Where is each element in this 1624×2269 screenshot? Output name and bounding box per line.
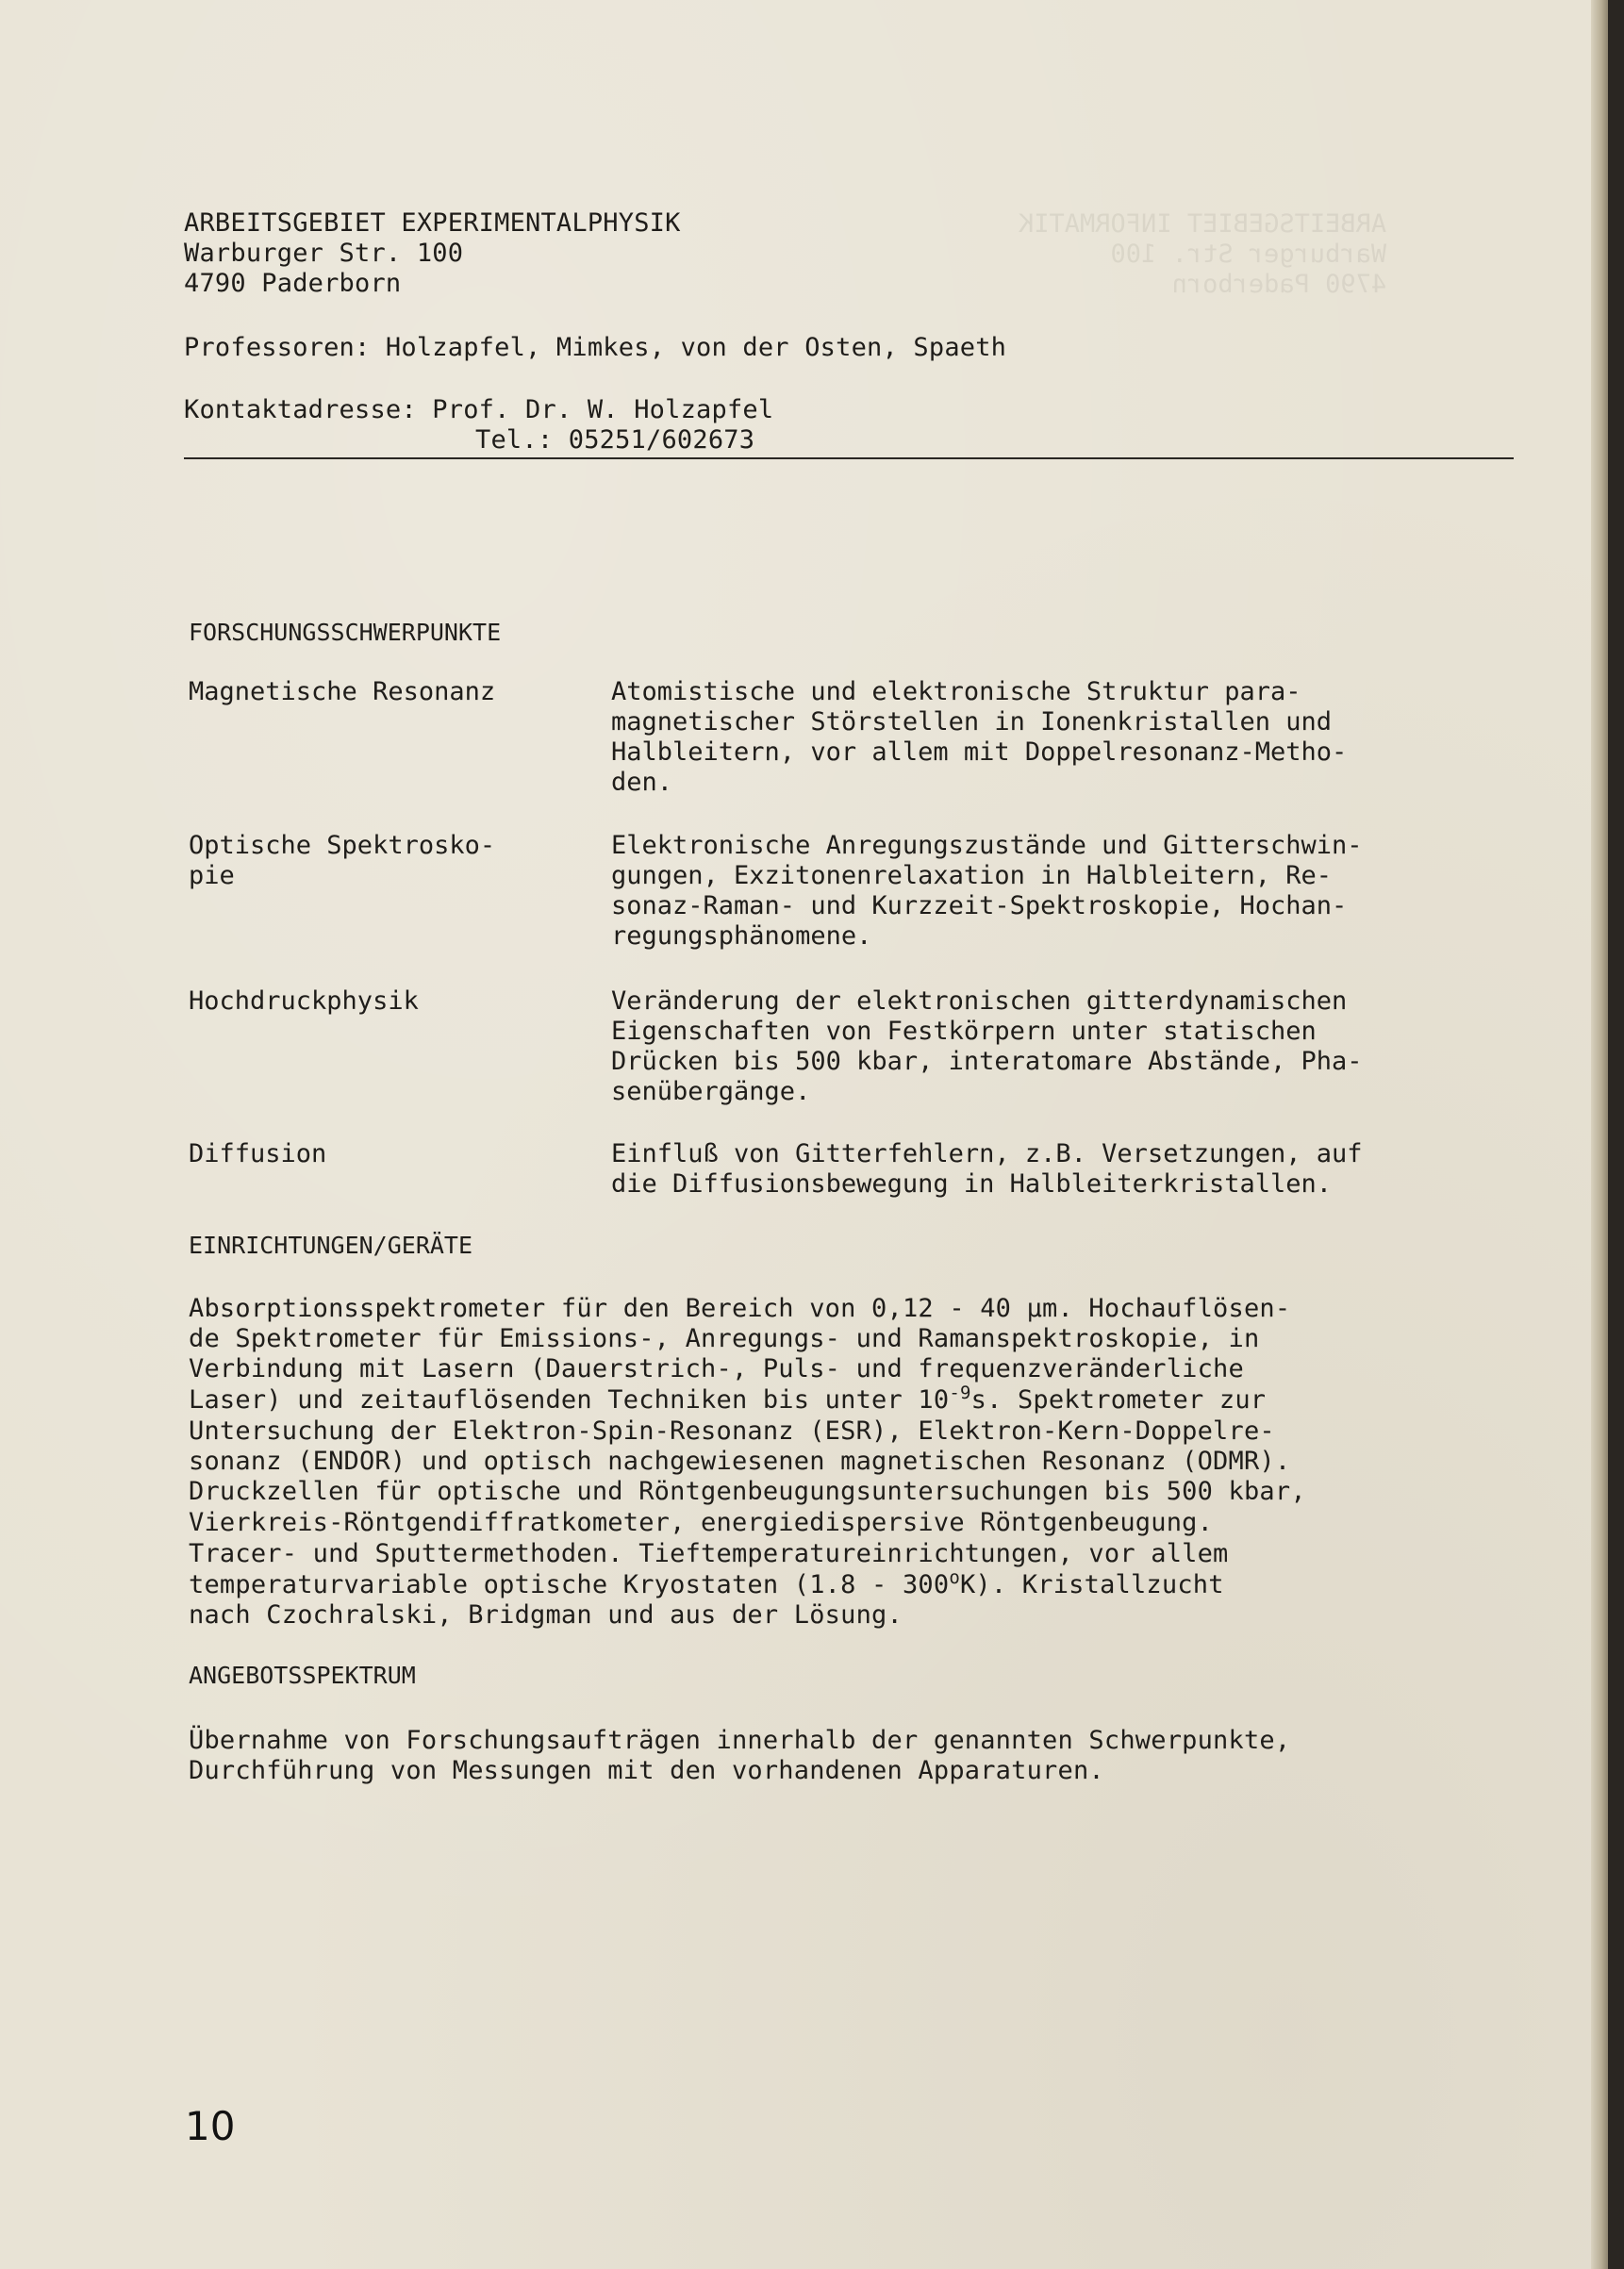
equipment-line-text: Laser) und zeitauflösenden Techniken bis unter 10 [189, 1385, 950, 1415]
equipment-line-text: s. Spektrometer zur [970, 1385, 1267, 1415]
equipment-line-text: temperaturvariable optische Kryostaten (1.8 - 300 [189, 1570, 950, 1599]
research-item-body: Elektronische Anregungszustände und Gitterschwin- gungen, Exzitonenrelaxation in Halbleitern, Re- sonaz-Raman- und Kurzzeit-Spektroskopie, Hochan- regungsphänomene. [611, 831, 1363, 951]
professors-line: Professoren: Holzapfel, Mimkes, von der Osten, Spaeth [184, 333, 1007, 362]
page-spine-edge [1591, 0, 1608, 2269]
equipment-line: nach Czochralski, Bridgman und aus der Lösung. [189, 1600, 903, 1630]
equipment-line: Untersuchung der Elektron-Spin-Resonanz (ESR), Elektron-Kern-Doppelre- [189, 1416, 1275, 1446]
bleed-through-text: ARBEITSGEBIET INFORMATIK Warburger Str. 100 4790 Paderborn [1019, 209, 1387, 299]
research-item-title: Hochdruckphysik [189, 986, 419, 1016]
equipment-line [189, 1385, 1266, 1416]
equipment-line: Verbindung mit Lasern (Dauerstrich-, Puls- und frequenzveränderliche [189, 1354, 1244, 1383]
equipment-line: Absorptionsspektrometer für den Bereich von 0,12 - 40 µm. Hochauflösen- [189, 1294, 1291, 1323]
research-item-title: Optische Spektrosko- pie [189, 831, 496, 890]
offer-heading: ANGEBOTSSPEKTRUM [189, 1662, 416, 1689]
contact-address: Kontaktadresse: Prof. Dr. W. Holzapfel [184, 395, 774, 424]
research-item-title: Magnetische Resonanz [189, 677, 496, 706]
offer-body: Übernahme von Forschungsaufträgen innerhalb der genannten Schwerpunkte, Durchführung von Messungen mit den vorhandenen Apparaturen. [189, 1726, 1291, 1785]
research-item-body: Einfluß von Gitterfehlern, z.B. Versetzungen, auf die Diffusionsbewegung in Halbleiterkristallen. [611, 1139, 1363, 1199]
exponent: -9 [949, 1383, 971, 1403]
degree-superscript: o [949, 1567, 960, 1588]
research-item-title: Diffusion [189, 1139, 327, 1168]
street-address: Warburger Str. 100 [184, 239, 464, 268]
equipment-line: sonanz (ENDOR) und optisch nachgewiesenen magnetischen Resonanz (ODMR). [189, 1447, 1291, 1476]
equipment-line: Vierkreis-Röntgendiffratkometer, energiedispersive Röntgenbeugung. [189, 1508, 1214, 1537]
research-item-body: Atomistische und elektronische Struktur para- magnetischer Störstellen in Ionenkristallen und Halbleitern, vor allem mit Doppelresonanz-Metho- den. [611, 677, 1348, 797]
research-heading: FORSCHUNGSSCHWERPUNKTE [189, 619, 502, 646]
page-number: 10 [185, 2103, 236, 2149]
equipment-heading: EINRICHTUNGEN/GERÄTE [189, 1232, 473, 1259]
equipment-line: de Spektrometer für Emissions-, Anregungs- und Ramanspektroskopie, in [189, 1324, 1260, 1353]
contact-phone: Tel.: 05251/602673 [475, 425, 755, 455]
equipment-line: Tracer- und Sputtermethoden. Tieftemperatureinrichtungen, vor allem [189, 1539, 1229, 1568]
equipment-line-text: K). Kristallzucht [959, 1570, 1224, 1599]
institution-name: ARBEITSGEBIET EXPERIMENTALPHYSIK [184, 208, 681, 238]
equipment-line: Druckzellen für optische und Röntgenbeugungsuntersuchungen bis 500 kbar, [189, 1477, 1306, 1506]
research-item-body: Veränderung der elektronischen gitterdynamischen Eigenschaften von Festkörpern unter statischen Drücken bis 500 kbar, interatomare Abstände, Pha- senübergänge. [611, 986, 1363, 1106]
city-address: 4790 Paderborn [184, 269, 402, 298]
header-underline [184, 457, 1514, 459]
equipment-line [189, 1567, 1224, 1600]
